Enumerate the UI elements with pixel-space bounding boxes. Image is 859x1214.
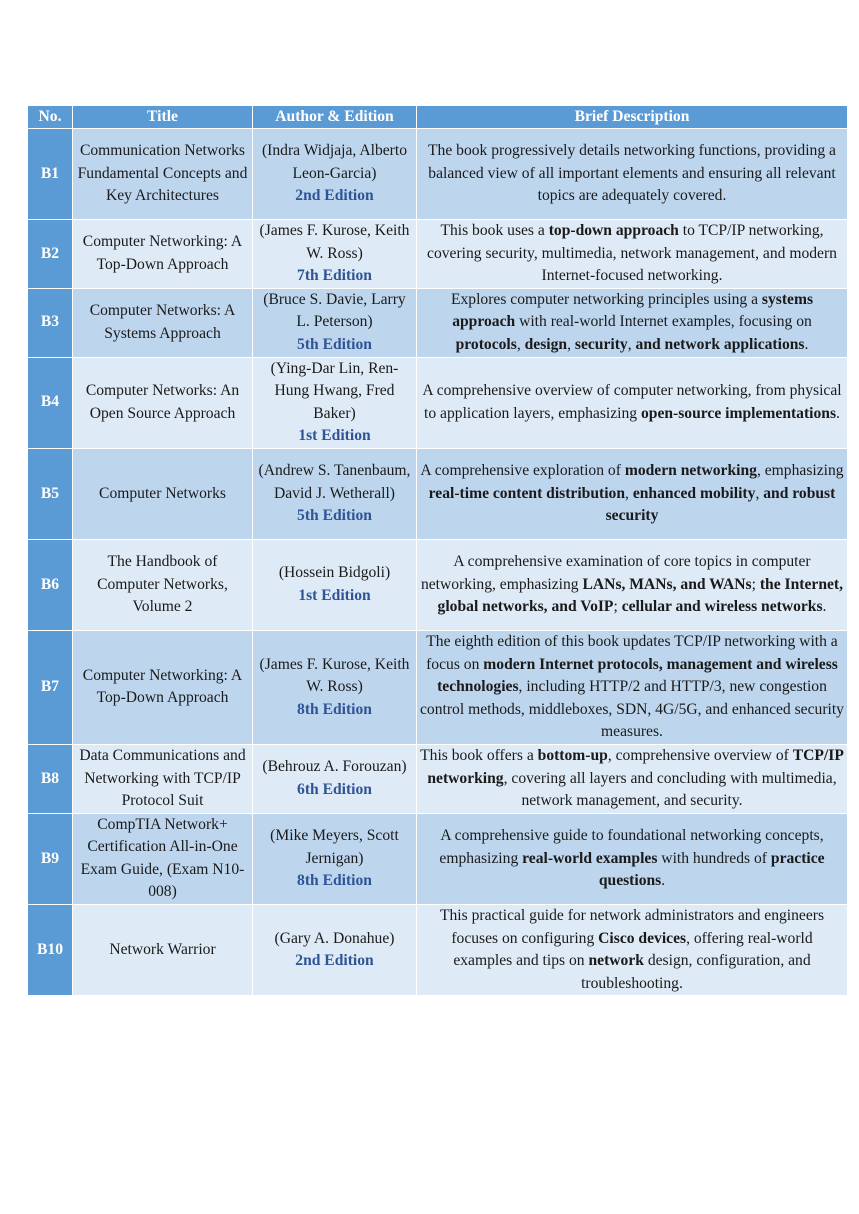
book-number: B3 bbox=[28, 288, 73, 357]
description-text: ; bbox=[751, 575, 760, 593]
description-text: to TCP/IP networking, covering security, multimedia, network management, and modern Internet-focused networking. bbox=[427, 222, 837, 285]
description-text: , bbox=[567, 335, 575, 353]
description-text: , covering all layers and concluding with multimedia, network management, and security. bbox=[503, 769, 837, 810]
book-edition: 1st Edition bbox=[298, 427, 371, 445]
description-text: The eighth edition of this book updates TCP/IP networking with a focus on bbox=[426, 632, 838, 673]
table-header-row bbox=[28, 106, 848, 129]
book-description bbox=[417, 288, 848, 357]
description-text: . bbox=[822, 598, 827, 616]
description-text: , comprehensive overview of bbox=[607, 746, 793, 764]
book-description bbox=[417, 129, 848, 220]
book-title: Computer Networks: A Systems Approach bbox=[73, 288, 253, 357]
book-authors: (Hossein Bidgoli) bbox=[278, 564, 391, 582]
book-description bbox=[417, 448, 848, 539]
table-row bbox=[28, 539, 848, 630]
book-authors: (Behrouz A. Forouzan) bbox=[262, 758, 407, 776]
book-title: CompTIA Network+ Certification All-in-One Exam Guide, (Exam N10-008) bbox=[73, 813, 253, 904]
description-text: , bbox=[625, 484, 633, 502]
header-no: No. bbox=[28, 106, 73, 129]
table-row bbox=[28, 129, 848, 220]
book-authors: (Bruce S. Davie, Larry L. Peterson) bbox=[263, 290, 406, 331]
description-emphasis: systems approach bbox=[452, 290, 814, 331]
book-title: Computer Networking: A Top-Down Approach bbox=[73, 630, 253, 744]
book-number: B6 bbox=[28, 539, 73, 630]
description-text: This book uses a bbox=[440, 222, 549, 239]
description-emphasis: the Internet, global networks, and VoIP bbox=[437, 575, 844, 616]
description-text: with hundreds of bbox=[657, 849, 771, 867]
description-emphasis: enhanced mobility bbox=[632, 484, 756, 502]
author-edition-cell bbox=[253, 744, 417, 813]
description-text: , bbox=[627, 335, 636, 353]
header-title: Title bbox=[73, 106, 253, 129]
description-emphasis: LANs, MANs, and WANs bbox=[582, 575, 752, 593]
book-edition: 5th Edition bbox=[297, 335, 372, 353]
description-text: , emphasizing bbox=[756, 462, 844, 480]
book-title: Computer Networks bbox=[73, 448, 253, 539]
book-edition: 5th Edition bbox=[297, 507, 372, 525]
description-emphasis: TCP/IP networking bbox=[427, 746, 844, 787]
description-text: , offering real-world examples and tips on bbox=[453, 929, 813, 970]
description-emphasis: real-time content distribution bbox=[428, 484, 626, 502]
table-row bbox=[28, 448, 848, 539]
book-number: B5 bbox=[28, 448, 73, 539]
author-edition-cell bbox=[253, 220, 417, 289]
book-description bbox=[417, 905, 848, 996]
book-title: The Handbook of Computer Networks, Volume 2 bbox=[73, 539, 253, 630]
description-emphasis: modern Internet protocols, management and wireless technologies bbox=[437, 655, 838, 696]
author-edition-cell bbox=[253, 357, 417, 448]
book-description bbox=[417, 813, 848, 904]
description-emphasis: network bbox=[588, 952, 644, 970]
book-number: B2 bbox=[28, 220, 73, 289]
book-edition: 1st Edition bbox=[298, 586, 371, 604]
book-description bbox=[417, 220, 848, 289]
description-emphasis: real-world examples bbox=[522, 849, 658, 867]
description-text: with real-world Internet examples, focusing on bbox=[515, 313, 812, 331]
book-number: B9 bbox=[28, 813, 73, 904]
book-authors: (Mike Meyers, Scott Jernigan) bbox=[270, 826, 399, 867]
description-emphasis: practice questions bbox=[598, 849, 825, 890]
description-emphasis: protocols bbox=[455, 335, 517, 353]
book-number: B1 bbox=[28, 129, 73, 220]
description-emphasis: and network applications bbox=[635, 335, 805, 353]
book-number: B4 bbox=[28, 357, 73, 448]
book-title: Data Communications and Networking with TCP/IP Protocol Suit bbox=[73, 744, 253, 813]
book-description bbox=[417, 744, 848, 813]
table-row bbox=[28, 744, 848, 813]
description-text: This practical guide for network administrators and engineers focuses on configuring bbox=[439, 907, 825, 947]
book-title: Computer Networking: A Top-Down Approach bbox=[73, 220, 253, 289]
description-text: A comprehensive overview of computer networking, from physical to application layers, emphasizing bbox=[422, 382, 842, 422]
books-table bbox=[27, 105, 848, 996]
description-text: . bbox=[836, 404, 840, 422]
book-title: Communication Networks Fundamental Concepts and Key Architectures bbox=[73, 129, 253, 220]
description-emphasis: cellular and wireless networks bbox=[621, 598, 823, 616]
book-number: B10 bbox=[28, 905, 73, 996]
book-number: B7 bbox=[28, 630, 73, 744]
description-text: A comprehensive guide to foundational networking concepts, emphasizing bbox=[439, 826, 824, 867]
description-emphasis: design bbox=[524, 335, 568, 353]
description-text: The book progressively details networking functions, providing a balanced view of all important elements and ensuring all relevant topics are adequately covered. bbox=[428, 142, 836, 205]
book-description bbox=[417, 357, 848, 448]
description-text: This book offers a bbox=[420, 746, 538, 764]
author-edition-cell bbox=[253, 288, 417, 357]
author-edition-cell bbox=[253, 813, 417, 904]
book-authors: (Andrew S. Tanenbaum, David J. Wetherall) bbox=[258, 462, 411, 502]
table-row bbox=[28, 905, 848, 996]
author-edition-cell bbox=[253, 448, 417, 539]
table-body bbox=[28, 129, 848, 996]
description-text: . bbox=[804, 335, 809, 353]
author-edition-cell bbox=[253, 630, 417, 744]
author-edition-cell bbox=[253, 539, 417, 630]
header-author-edition: Author & Edition bbox=[253, 106, 417, 129]
book-title: Computer Networks: An Open Source Approach bbox=[73, 357, 253, 448]
description-text: , including HTTP/2 and HTTP/3, new congestion control methods, middleboxes, SDN, 4G/5G, and enhanced security measures. bbox=[420, 678, 844, 741]
table-row bbox=[28, 813, 848, 904]
description-text: Explores computer networking principles using a bbox=[450, 290, 762, 308]
description-emphasis: security bbox=[574, 335, 628, 353]
table-row bbox=[28, 220, 848, 289]
description-text: A comprehensive exploration of bbox=[420, 462, 625, 480]
book-edition: 2nd Edition bbox=[295, 952, 374, 970]
description-emphasis: open-source implementations bbox=[640, 404, 837, 422]
description-emphasis: modern networking bbox=[624, 462, 757, 480]
book-edition: 7th Edition bbox=[297, 267, 372, 285]
book-description bbox=[417, 539, 848, 630]
description-emphasis: bottom-up bbox=[537, 746, 608, 764]
author-edition-cell bbox=[253, 129, 417, 220]
description-emphasis: Cisco devices bbox=[598, 929, 687, 947]
table-row bbox=[28, 357, 848, 448]
description-text: , bbox=[516, 335, 525, 353]
author-edition-cell bbox=[253, 905, 417, 996]
book-edition: 8th Edition bbox=[297, 872, 372, 890]
description-text: ; bbox=[613, 598, 622, 616]
description-emphasis: and robust security bbox=[605, 484, 836, 525]
description-text: design, configuration, and troubleshooting. bbox=[581, 952, 811, 992]
description-emphasis: top-down approach bbox=[548, 222, 679, 239]
description-text: A comprehensive examination of core topics in computer networking, emphasizing bbox=[420, 553, 811, 593]
book-edition: 8th Edition bbox=[297, 700, 372, 718]
table-row bbox=[28, 630, 848, 744]
book-authors: (Indra Widjaja, Alberto Leon-Garcia) bbox=[261, 142, 407, 182]
book-authors: (Gary A. Donahue) bbox=[274, 929, 395, 947]
table-row bbox=[28, 288, 848, 357]
book-edition: 2nd Edition bbox=[295, 187, 374, 205]
book-edition: 6th Edition bbox=[297, 780, 372, 798]
description-text: . bbox=[661, 872, 666, 890]
book-number: B8 bbox=[28, 744, 73, 813]
book-title: Network Warrior bbox=[73, 905, 253, 996]
header-brief-description: Brief Description bbox=[417, 106, 848, 129]
book-authors: (Ying-Dar Lin, Ren-Hung Hwang, Fred Baker) bbox=[270, 359, 399, 422]
book-authors: (James F. Kurose, Keith W. Ross) bbox=[259, 222, 410, 262]
book-description bbox=[417, 630, 848, 744]
book-authors: (James F. Kurose, Keith W. Ross) bbox=[259, 655, 410, 696]
description-text: , bbox=[755, 484, 764, 502]
